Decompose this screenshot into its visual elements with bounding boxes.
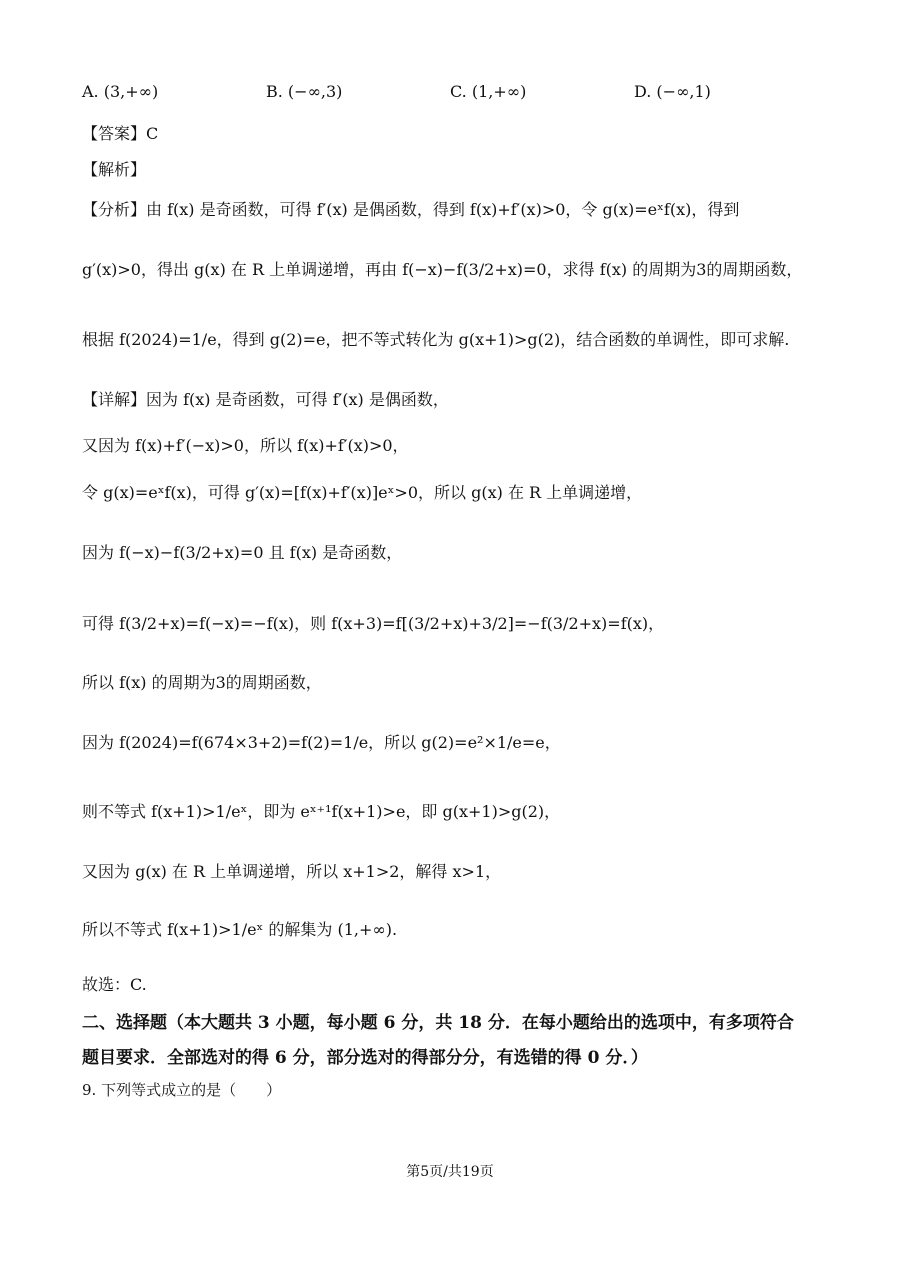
detail-line-8: 则不等式 f(x+1)>1/eˣ，即为 eˣ⁺¹f(x+1)>e，即 g(x+1)>g(2)，: [82, 802, 561, 821]
analysis-line-2: g′(x)>0，得出 g(x) 在 R 上单调递增，再由 f(−x)−f(3/2+x)=0，求得 f(x) 的周期为3的周期函数，: [82, 260, 803, 279]
section-heading-line-1: 二、选择题（本大题共 3 小题，每小题 6 分，共 18 分．在每小题给出的选项中，有多项符合: [82, 1013, 794, 1033]
choose-line: 故选：C.: [82, 975, 147, 994]
section-heading-line-2: 题目要求．全部选对的得 6 分，部分选对的得部分分，有选错的得 0 分．）: [82, 1048, 648, 1068]
detail-line-7: 因为 f(2024)=f(674×3+2)=f(2)=1/e，所以 g(2)=e²×1/e=e，: [82, 733, 561, 752]
option-d: D. (−∞,1): [634, 82, 711, 101]
option-c: C. (1,+∞): [450, 82, 527, 101]
detail-line-6: 所以 f(x) 的周期为3的周期函数，: [82, 673, 322, 692]
answer-line: 【答案】C: [82, 124, 159, 143]
analysis-line-1: 【分析】由 f(x) 是奇函数，可得 f′(x) 是偶函数，得到 f(x)+f′(x)>0，令 g(x)=eˣf(x)，得到: [82, 200, 740, 219]
page-footer: 第5页/共19页: [406, 1164, 494, 1180]
detail-line-3: 令 g(x)=eˣf(x)，可得 g′(x)=[f(x)+f′(x)]eˣ>0，所以 g(x) 在 R 上单调递增，: [82, 483, 643, 502]
detail-line-4: 因为 f(−x)−f(3/2+x)=0 且 f(x) 是奇函数，: [82, 543, 403, 562]
option-b: B. (−∞,3): [266, 82, 343, 101]
analysis-label: 【解析】: [82, 160, 147, 179]
detail-line-1: 【详解】因为 f(x) 是奇函数，可得 f′(x) 是偶函数，: [82, 390, 449, 409]
detail-line-9: 又因为 g(x) 在 R 上单调递增，所以 x+1>2，解得 x>1，: [82, 862, 502, 881]
detail-line-10: 所以不等式 f(x+1)>1/eˣ 的解集为 (1,+∞).: [82, 920, 398, 939]
detail-line-2: 又因为 f(x)+f′(−x)>0，所以 f(x)+f′(x)>0，: [82, 436, 409, 455]
analysis-line-3: 根据 f(2024)=1/e，得到 g(2)=e，把不等式转化为 g(x+1)>g(2)，结合函数的单调性，即可求解.: [82, 330, 790, 349]
option-a: A. (3,+∞): [82, 82, 159, 101]
question-9: 9. 下列等式成立的是（ ）: [82, 1081, 282, 1099]
detail-line-5: 可得 f(3/2+x)=f(−x)=−f(x)，则 f(x+3)=f[(3/2+x)+3/2]=−f(3/2+x)=f(x)，: [82, 614, 665, 633]
